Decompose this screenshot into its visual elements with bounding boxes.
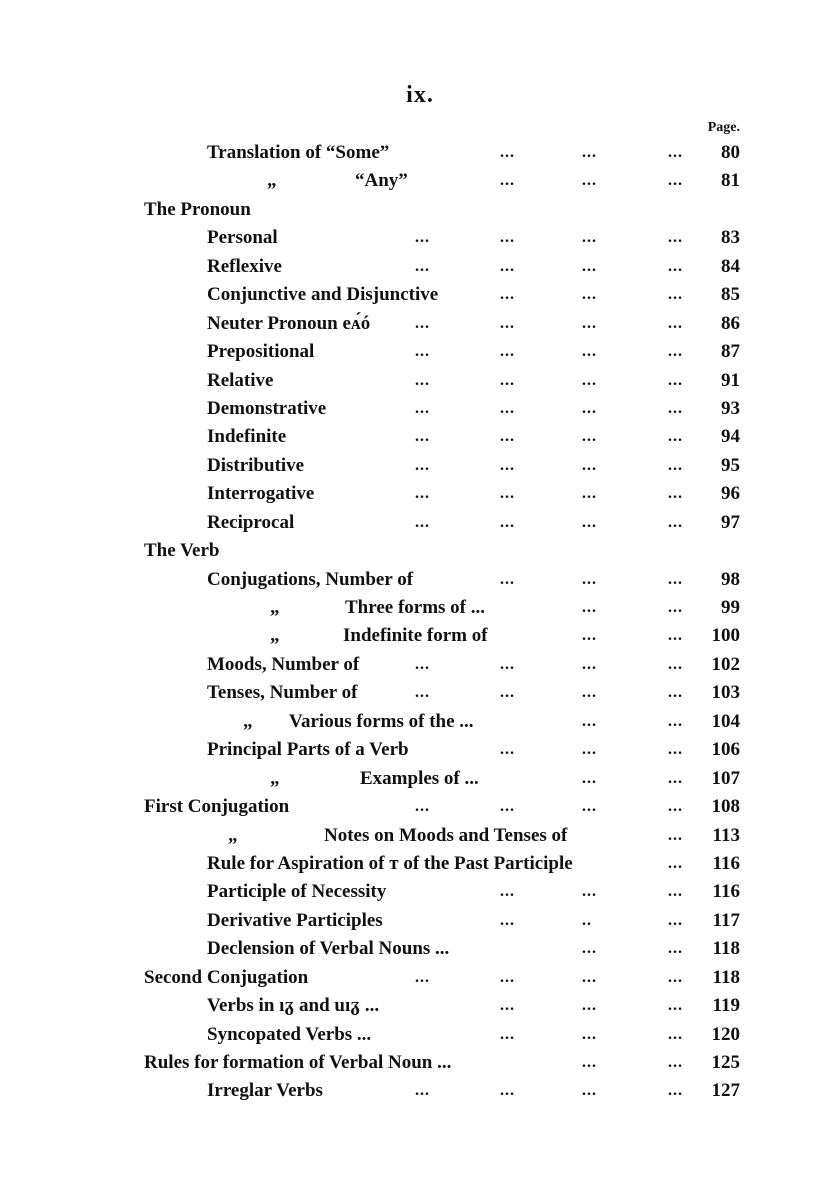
toc-entry-title: Demonstrative — [207, 397, 327, 419]
toc-entry-title: Interrogative — [207, 483, 315, 505]
leader-dots: ... — [415, 343, 430, 361]
leader-dots: ... — [582, 769, 597, 787]
toc-page-number: 87 — [721, 341, 740, 363]
toc-entry — [0, 167, 840, 195]
toc-entry-title: Neuter Pronoun eᴀ́ó — [207, 312, 371, 334]
leader-dots: ... — [582, 684, 597, 702]
toc-entry — [0, 367, 840, 395]
leader-dots: ... — [500, 485, 515, 503]
leader-dots: ... — [500, 314, 515, 332]
toc-page-number: 84 — [721, 255, 740, 277]
leader-dots: ... — [582, 343, 597, 361]
leader-dots: ... — [582, 599, 597, 616]
leader-dots: ... — [668, 883, 683, 901]
leader-dots: ... — [668, 570, 683, 588]
toc-page-number: 116 — [712, 881, 740, 903]
toc-entry-title: The Pronoun — [144, 198, 251, 220]
ditto-mark: „ — [228, 824, 238, 846]
toc-entry-title: Rule for Aspiration of ᴛ of the Past Participle — [207, 852, 573, 874]
toc-page-number: 107 — [711, 767, 740, 789]
ditto-mark: „ — [270, 625, 280, 647]
toc-entry — [0, 708, 840, 736]
toc-entry — [0, 310, 840, 338]
leader-dots: ... — [668, 343, 683, 361]
leader-dots: ... — [582, 144, 597, 161]
leader-dots: ... — [415, 684, 430, 702]
leader-dots: ... — [500, 883, 515, 901]
toc-entry-title: The Verb — [144, 540, 220, 562]
leader-dots: ... — [582, 997, 597, 1015]
toc-page-number: 106 — [711, 739, 740, 761]
toc-page-number: 108 — [711, 796, 740, 818]
leader-dots: ... — [500, 1025, 515, 1043]
toc-entry-title: Relative — [207, 369, 274, 391]
toc-page-number: 118 — [712, 966, 740, 988]
leader-dots: ... — [582, 712, 597, 730]
leader-dots: ... — [582, 399, 597, 417]
toc-page-number: 83 — [721, 227, 740, 249]
toc-page-number: 104 — [711, 710, 740, 732]
toc-entry — [0, 1077, 840, 1105]
leader-dots: ... — [500, 371, 515, 389]
table-of-contents — [0, 139, 840, 1106]
toc-entry-title: Conjugations, Number of — [207, 568, 414, 590]
toc-entry — [0, 281, 840, 309]
leader-dots: ... — [415, 257, 430, 275]
leader-dots: ... — [668, 371, 683, 389]
toc-entry-title: First Conjugation — [144, 796, 290, 818]
toc-entry — [0, 423, 840, 451]
leader-dots: ... — [582, 286, 597, 304]
leader-dots: ... — [415, 1082, 430, 1100]
leader-dots: ... — [668, 769, 683, 787]
leader-dots: ... — [668, 712, 683, 730]
leader-dots: ... — [582, 456, 597, 474]
leader-dots: ... — [668, 627, 683, 645]
toc-entry-title: Irreglar Verbs — [207, 1080, 323, 1102]
toc-page-number: 113 — [712, 824, 740, 846]
page-number: ix. — [406, 82, 434, 108]
leader-dots: ... — [582, 257, 597, 275]
toc-entry-title: Verbs in ıᵹ and uıᵹ ... — [207, 995, 380, 1017]
leader-dots: ... — [415, 798, 430, 816]
toc-entry-title: “Any” — [355, 170, 408, 192]
toc-section — [0, 1049, 840, 1077]
leader-dots: ... — [668, 1025, 683, 1043]
toc-page-number: 91 — [721, 369, 740, 391]
leader-dots: ... — [582, 968, 597, 986]
leader-dots: ... — [582, 229, 597, 247]
toc-page-number: 86 — [721, 312, 740, 334]
toc-section — [0, 537, 840, 565]
toc-entry — [0, 992, 840, 1020]
toc-entry — [0, 1021, 840, 1049]
toc-page-number: 119 — [712, 995, 740, 1017]
leader-dots: ... — [500, 1082, 515, 1100]
leader-dots: ... — [668, 485, 683, 503]
leader-dots: ... — [668, 257, 683, 275]
leader-dots: ... — [500, 655, 515, 673]
leader-dots: ... — [668, 286, 683, 304]
toc-section — [0, 964, 840, 992]
toc-page-number: 80 — [721, 142, 740, 163]
leader-dots: ... — [500, 911, 515, 929]
toc-entry-title: Participle of Necessity — [207, 881, 387, 903]
toc-page-number: 94 — [721, 426, 740, 448]
toc-page-number: 102 — [711, 653, 740, 675]
toc-entry — [0, 594, 840, 622]
leader-dots: ... — [500, 968, 515, 986]
leader-dots: ... — [500, 570, 515, 588]
toc-entry — [0, 338, 840, 366]
leader-dots: ... — [668, 826, 683, 844]
toc-entry-title: Principal Parts of a Verb — [207, 739, 409, 761]
leader-dots: ... — [415, 485, 430, 503]
toc-entry — [0, 765, 840, 793]
toc-entry-title: Reflexive — [207, 255, 282, 277]
leader-dots: ... — [582, 627, 597, 645]
toc-entry — [0, 622, 840, 650]
leader-dots: ... — [415, 371, 430, 389]
toc-page-number: 127 — [711, 1080, 740, 1102]
toc-entry-title: Distributive — [207, 454, 305, 476]
toc-entry-title: Personal — [207, 227, 278, 249]
toc-entry — [0, 566, 840, 594]
leader-dots: ... — [500, 229, 515, 247]
toc-entry-title: Declension of Verbal Nouns ... — [207, 938, 450, 960]
leader-dots: ... — [415, 968, 430, 986]
toc-entry-title: Derivative Participles — [207, 909, 383, 931]
leader-dots: ... — [582, 428, 597, 446]
leader-dots: ... — [668, 172, 683, 190]
leader-dots: ... — [582, 314, 597, 332]
ditto-mark: „ — [267, 170, 277, 192]
leader-dots: ... — [582, 940, 597, 958]
leader-dots: ... — [582, 1082, 597, 1100]
leader-dots: .. — [582, 911, 592, 929]
toc-entry-title: Three forms of ... — [345, 597, 486, 618]
leader-dots: ... — [668, 940, 683, 958]
leader-dots: ... — [668, 911, 683, 929]
ditto-mark: „ — [270, 767, 280, 789]
toc-entry-title: Indefinite — [207, 426, 287, 448]
toc-entry — [0, 480, 840, 508]
leader-dots: ... — [415, 428, 430, 446]
toc-page-number: 117 — [712, 909, 740, 931]
leader-dots: ... — [500, 741, 515, 759]
toc-page-number: 125 — [711, 1052, 740, 1073]
leader-dots: ... — [668, 144, 683, 161]
toc-entry-title: Translation of “Some” — [207, 142, 390, 163]
leader-dots: ... — [668, 399, 683, 417]
toc-entry-title: Notes on Moods and Tenses of — [324, 824, 568, 846]
toc-page-number: 93 — [721, 397, 740, 419]
leader-dots: ... — [415, 399, 430, 417]
leader-dots: ... — [668, 968, 683, 986]
toc-entry — [0, 935, 840, 963]
toc-page-number: 81 — [721, 170, 740, 192]
leader-dots: ... — [582, 741, 597, 759]
toc-page-number: 116 — [712, 852, 740, 874]
leader-dots: ... — [582, 513, 597, 531]
leader-dots: ... — [500, 798, 515, 816]
leader-dots: ... — [582, 371, 597, 389]
toc-entry — [0, 139, 840, 167]
leader-dots: ... — [500, 997, 515, 1015]
leader-dots: ... — [668, 314, 683, 332]
toc-entry-title: Examples of ... — [360, 767, 479, 789]
toc-page-number: 98 — [721, 568, 740, 590]
leader-dots: ... — [582, 1025, 597, 1043]
leader-dots: ... — [582, 1054, 597, 1071]
leader-dots: ... — [500, 172, 515, 190]
leader-dots: ... — [668, 741, 683, 759]
toc-entry — [0, 395, 840, 423]
toc-entry — [0, 224, 840, 252]
leader-dots: ... — [668, 1082, 683, 1100]
leader-dots: ... — [582, 798, 597, 816]
leader-dots: ... — [668, 428, 683, 446]
leader-dots: ... — [668, 798, 683, 816]
toc-entry — [0, 452, 840, 480]
leader-dots: ... — [668, 513, 683, 531]
toc-entry-title: Various forms of the ... — [289, 710, 474, 732]
leader-dots: ... — [668, 854, 683, 872]
toc-entry-title: Prepositional — [207, 341, 315, 363]
toc-entry — [0, 651, 840, 679]
leader-dots: ... — [415, 513, 430, 531]
page-column-header: Page. — [707, 120, 740, 135]
leader-dots: ... — [582, 655, 597, 673]
leader-dots: ... — [500, 684, 515, 702]
leader-dots: ... — [500, 257, 515, 275]
leader-dots: ... — [582, 485, 597, 503]
leader-dots: ... — [668, 229, 683, 247]
toc-entry — [0, 736, 840, 764]
leader-dots: ... — [500, 286, 515, 304]
toc-entry — [0, 878, 840, 906]
toc-page-number: 118 — [712, 938, 740, 960]
ditto-mark: „ — [243, 710, 253, 732]
toc-page-number: 96 — [721, 483, 740, 505]
toc-entry — [0, 822, 840, 850]
toc-entry — [0, 679, 840, 707]
toc-entry — [0, 253, 840, 281]
ditto-mark: „ — [270, 597, 280, 618]
leader-dots: ... — [500, 513, 515, 531]
leader-dots: ... — [668, 684, 683, 702]
leader-dots: ... — [668, 599, 683, 616]
toc-entry — [0, 509, 840, 537]
leader-dots: ... — [668, 997, 683, 1015]
toc-section — [0, 196, 840, 224]
toc-page-number: 120 — [711, 1023, 740, 1045]
leader-dots: ... — [668, 1054, 683, 1071]
toc-section — [0, 793, 840, 821]
leader-dots: ... — [500, 343, 515, 361]
leader-dots: ... — [415, 229, 430, 247]
leader-dots: ... — [415, 655, 430, 673]
leader-dots: ... — [500, 456, 515, 474]
toc-page-number: 97 — [721, 511, 740, 533]
toc-page-number: 85 — [721, 284, 740, 306]
toc-entry — [0, 907, 840, 935]
toc-entry-title: Reciprocal — [207, 511, 295, 533]
toc-entry-title: Second Conjugation — [144, 966, 309, 988]
leader-dots: ... — [500, 399, 515, 417]
toc-page-number: 103 — [711, 682, 740, 704]
toc-entry — [0, 850, 840, 878]
leader-dots: ... — [582, 570, 597, 588]
toc-entry-title: Indefinite form of — [343, 625, 488, 647]
toc-entry-title: Rules for formation of Verbal Noun ... — [144, 1052, 452, 1073]
leader-dots: ... — [500, 428, 515, 446]
toc-entry-title: Moods, Number of — [207, 653, 360, 675]
toc-entry-title: Syncopated Verbs ... — [207, 1023, 372, 1045]
leader-dots: ... — [500, 144, 515, 161]
toc-page-number: 95 — [721, 454, 740, 476]
toc-entry-title: Tenses, Number of — [207, 682, 358, 704]
leader-dots: ... — [415, 314, 430, 332]
leader-dots: ... — [415, 456, 430, 474]
leader-dots: ... — [668, 655, 683, 673]
leader-dots: ... — [582, 883, 597, 901]
toc-entry-title: Conjunctive and Disjunctive — [207, 284, 439, 306]
leader-dots: ... — [668, 456, 683, 474]
leader-dots: ... — [582, 172, 597, 190]
toc-page-number: 100 — [711, 625, 740, 647]
toc-page-number: 99 — [721, 597, 740, 618]
